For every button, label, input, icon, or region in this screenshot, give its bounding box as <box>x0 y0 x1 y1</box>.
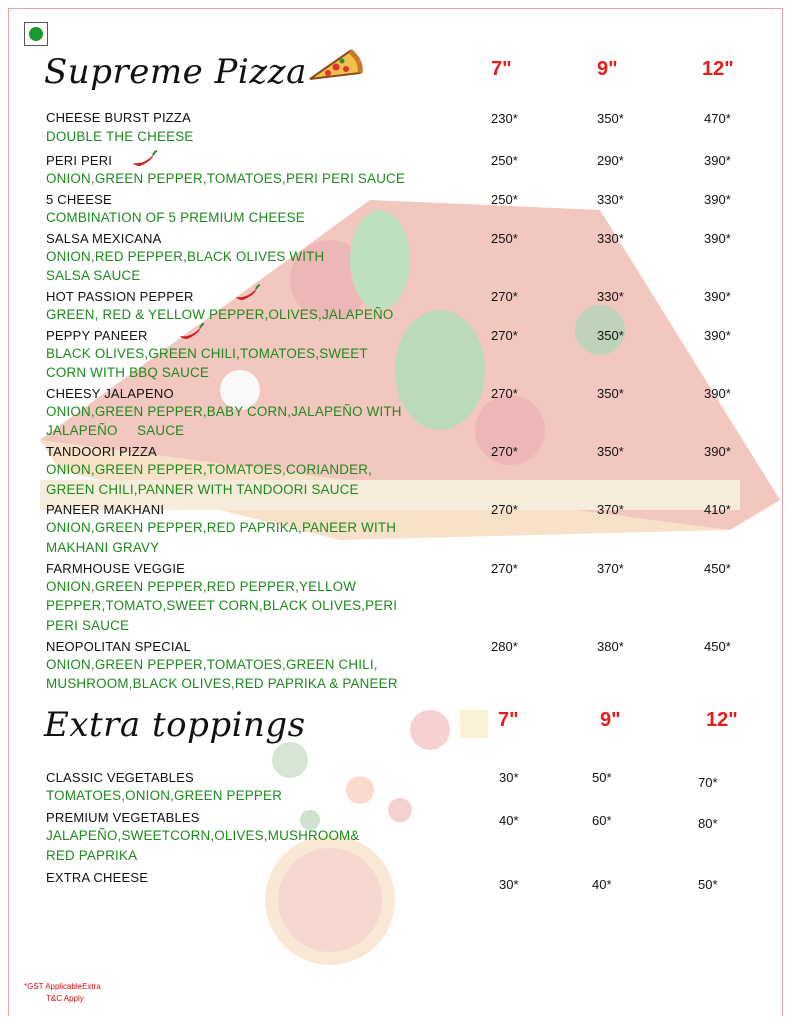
price-12: 470* <box>704 111 731 126</box>
menu-item-name: EXTRA CHEESE <box>46 870 149 885</box>
menu-item-description: RED PAPRIKA <box>46 848 138 863</box>
price-9: 350* <box>597 386 624 401</box>
menu-item-description: ONION,GREEN PEPPER,RED PEPPER,YELLOW <box>46 579 357 594</box>
price-7: 270* <box>491 386 518 401</box>
menu-item-name: 5 CHEESE <box>46 192 112 207</box>
price-12: 390* <box>704 386 731 401</box>
price-7: 270* <box>491 444 518 459</box>
price-12: 390* <box>704 289 731 304</box>
menu-item-description: PEPPER,TOMATO,SWEET CORN,BLACK OLIVES,PERI <box>46 598 398 613</box>
price-9: 350* <box>597 444 624 459</box>
menu-item-description: PERI SAUCE <box>46 618 130 633</box>
price-9: 330* <box>597 231 624 246</box>
menu-item-name: PANEER MAKHANI <box>46 502 165 517</box>
menu-item-description: COMBINATION OF 5 PREMIUM CHEESE <box>46 210 305 225</box>
price-7: 30* <box>499 770 519 785</box>
menu-item-description: ONION,GREEN PEPPER,TOMATOES,CORIANDER, <box>46 462 373 477</box>
menu-item-description: JALAPEÑO SAUCE <box>46 423 185 438</box>
price-9: 380* <box>597 639 624 654</box>
menu-item-name: SALSA MEXICANA <box>46 231 162 246</box>
price-12: 390* <box>704 192 731 207</box>
menu-item-description: ONION,GREEN PEPPER,TOMATOES,PERI PERI SAUCE <box>46 171 406 186</box>
size-heading-9: 9" <box>600 709 621 731</box>
price-9: 50* <box>592 770 612 785</box>
chili-spicy-icon <box>233 283 261 301</box>
gst-note: *GST ApplicableExtra <box>24 982 101 991</box>
price-12: 390* <box>704 444 731 459</box>
chili-spicy-icon <box>177 322 205 340</box>
price-12: 80* <box>698 816 718 831</box>
menu-item-description: ONION,GREEN PEPPER,BABY CORN,JALAPEÑO WITH <box>46 404 402 419</box>
price-12: 410* <box>704 502 731 517</box>
menu-item-description: GREEN CHILI,PANNER WITH TANDOORI SAUCE <box>46 482 359 497</box>
size-heading-12: 12" <box>702 58 734 80</box>
menu-item-name: CLASSIC VEGETABLES <box>46 770 194 785</box>
price-9: 350* <box>597 328 624 343</box>
menu-item-name: PERI PERI <box>46 153 113 168</box>
menu-item-description: MAKHANI GRAVY <box>46 540 160 555</box>
menu-item-name: CHEESY JALAPENO <box>46 386 174 401</box>
menu-item-description: CORN WITH BBQ SAUCE <box>46 365 210 380</box>
price-7: 270* <box>491 328 518 343</box>
veg-symbol-icon <box>24 22 48 46</box>
price-9: 40* <box>592 877 612 892</box>
price-7: 250* <box>491 153 518 168</box>
size-heading-9: 9" <box>597 58 618 80</box>
pizza-slice-icon <box>306 47 364 85</box>
menu-item-name: PEPPY PANEER <box>46 328 148 343</box>
terms-note: T&C Apply <box>46 994 84 1003</box>
menu-item-description: DOUBLE THE CHEESE <box>46 129 194 144</box>
price-7: 250* <box>491 231 518 246</box>
price-12: 390* <box>704 153 731 168</box>
price-12: 390* <box>704 231 731 246</box>
price-9: 330* <box>597 289 624 304</box>
price-7: 270* <box>491 502 518 517</box>
price-7: 270* <box>491 289 518 304</box>
menu-item-description: SALSA SAUCE <box>46 268 141 283</box>
price-12: 390* <box>704 328 731 343</box>
price-12: 450* <box>704 639 731 654</box>
menu-item-name: NEOPOLITAN SPECIAL <box>46 639 191 654</box>
supreme-pizza-title: Supreme Pizza <box>44 52 307 92</box>
menu-item-description: BLACK OLIVES,GREEN CHILI,TOMATOES,SWEET <box>46 346 368 361</box>
price-7: 250* <box>491 192 518 207</box>
menu-item-description: ONION,GREEN PEPPER,TOMATOES,GREEN CHILI, <box>46 657 378 672</box>
price-7: 30* <box>499 877 519 892</box>
price-9: 330* <box>597 192 624 207</box>
price-9: 290* <box>597 153 624 168</box>
chili-spicy-icon <box>130 149 158 167</box>
price-7: 40* <box>499 813 519 828</box>
menu-item-name: HOT PASSION PEPPER <box>46 289 194 304</box>
price-12: 450* <box>704 561 731 576</box>
size-heading-12: 12" <box>706 709 738 731</box>
price-12: 50* <box>698 877 718 892</box>
price-9: 60* <box>592 813 612 828</box>
menu-item-description: TOMATOES,ONION,GREEN PEPPER <box>46 788 283 803</box>
price-7: 270* <box>491 561 518 576</box>
menu-item-description: JALAPEÑO,SWEETCORN,OLIVES,MUSHROOM& <box>46 828 360 843</box>
price-7: 230* <box>491 111 518 126</box>
extra-toppings-title: Extra toppings <box>44 705 306 745</box>
menu-item-name: PREMIUM VEGETABLES <box>46 810 200 825</box>
menu-item-description: ONION,RED PEPPER,BLACK OLIVES WITH <box>46 249 325 264</box>
price-9: 370* <box>597 502 624 517</box>
size-heading-7: 7" <box>498 709 519 731</box>
price-7: 280* <box>491 639 518 654</box>
price-9: 350* <box>597 111 624 126</box>
size-heading-7: 7" <box>491 58 512 80</box>
price-12: 70* <box>698 775 718 790</box>
menu-item-name: FARMHOUSE VEGGIE <box>46 561 186 576</box>
price-9: 370* <box>597 561 624 576</box>
menu-item-name: CHEESE BURST PIZZA <box>46 110 191 125</box>
menu-item-description: ONION,GREEN PEPPER,RED PAPRIKA,PANEER WITH <box>46 520 397 535</box>
menu-item-description: GREEN, RED & YELLOW PEPPER,OLIVES,JALAPEÑO <box>46 307 394 322</box>
menu-item-name: TANDOORI PIZZA <box>46 444 157 459</box>
menu-item-description: MUSHROOM,BLACK OLIVES,RED PAPRIKA & PANEER <box>46 676 398 691</box>
